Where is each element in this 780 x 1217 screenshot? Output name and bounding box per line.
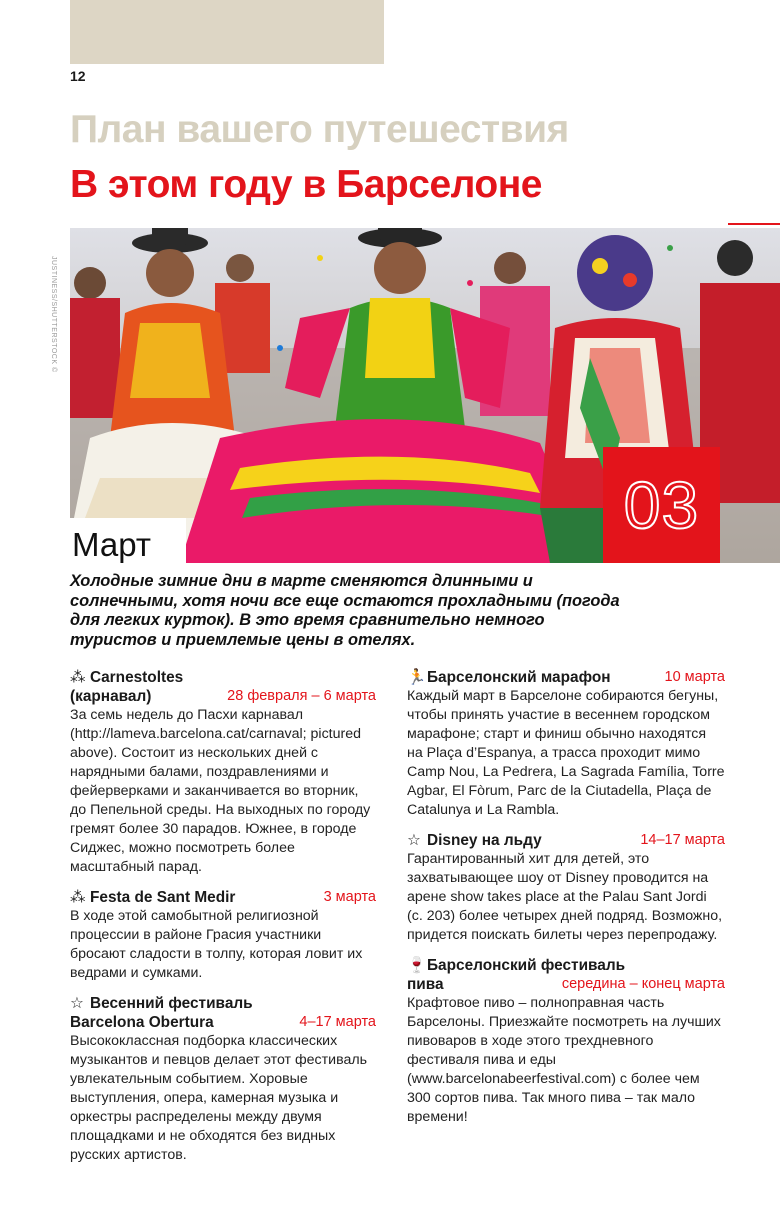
event-date: 10 марта <box>664 669 725 685</box>
event-disney-on-ice <box>407 831 725 945</box>
event-beer-festival <box>407 956 725 1127</box>
event-carnestoltes <box>70 668 376 877</box>
header-tab <box>70 0 384 64</box>
glass-icon: 🍷 <box>407 957 427 974</box>
event-description: Каждый март в Барселоне собираются бегуны, чтобы принять участие в весеннем городском марафоне; старт и финиш обычно находятся на Plaça d’Espanya, а трасса проходит мимо Camp Nou, La Pedrera, La Sagrada Família, Torre Agbar, El Fòrum, Parc de la Ciutadella, Plaça de Catalunya и La Rambla. <box>407 688 725 818</box>
event-title: ⁂ Carnestoltes <box>70 669 184 686</box>
event-title: ⁂ Festa de Sant Medir 3 марта <box>70 889 376 906</box>
event-title-line2: (карнавал) <box>70 688 152 705</box>
festival-icon: ⁂ <box>70 669 86 686</box>
event-date: 4–17 марта <box>299 1014 376 1030</box>
event-title: 🏃Барселонский марафон 10 марта <box>407 669 725 686</box>
event-sant-medir <box>70 888 376 983</box>
event-description: За семь недель до Пасхи карнавал (http://lameva.barcelona.cat/carnaval; pictured above). Состоит из нескольких дней с нарядными балами, поздравлениями и фейерверками и заканчивается во вторник, до Пепельной среды. На выходных по городу гремят более 30 парадов. Южнее, в городе Сиджес, можно посмотреть более масштабный парад. <box>70 707 371 875</box>
month-name-label: Март <box>60 518 186 566</box>
event-date: середина – конец марта <box>561 976 725 992</box>
event-description: В ходе этой самобытной религиозной процессии в районе Грасия участники бросают сладости в толпу, которая ловит их ведрами и сумками. <box>70 908 363 981</box>
event-date: 14–17 марта <box>640 832 725 848</box>
intro-paragraph: Холодные зимние дни в марте сменяются длинными и солнечными, хотя ночи все еще остаются прохладными (погода для легких курток). В это время сравнительно немного туристов и приемлемые цены в отелях. <box>70 572 620 649</box>
event-description: Высококлассная подборка классических музыкантов и певцов делает этот фестиваль увлекательным событием. Хоровые выступления, опера, камерная музыка и оркестры распределены между двумя площадками и не обходятся без видных русских артистов. <box>70 1033 368 1163</box>
title-rule <box>728 223 780 225</box>
page-number: 12 <box>70 68 86 84</box>
left-events-column <box>70 668 376 1176</box>
event-description: Крафтовое пиво – полноправная часть Барселоны. Приезжайте посмотреть на лучших пивоваров в ходе этого трехдневного фестиваля пива и еды (www.barcelonabeerfestival.com) с более чем 300 сортов пива. Так много пива – так мало времени! <box>407 995 721 1125</box>
event-marathon <box>407 668 725 820</box>
star-icon: ☆ <box>70 995 84 1012</box>
right-events-column <box>407 668 725 1138</box>
month-number-badge: 03 <box>603 447 720 563</box>
event-description: Гарантированный хит для детей, это захватывающее шоу от Disney проводится на арене show takes place at the Palau Sant Jordi (с. 203) более четырех дней подряд. Возможно, придется поискать билеты через перепродажу. <box>407 851 723 943</box>
festival-icon: ⁂ <box>70 889 86 906</box>
runner-icon: 🏃 <box>407 669 427 686</box>
event-title: ☆ Disney на льду 14–17 марта <box>407 832 725 849</box>
event-title-line2: Barcelona Obertura <box>70 1014 214 1031</box>
event-title-line2: пива <box>407 976 444 993</box>
event-title: ☆ Весенний фестиваль <box>70 995 253 1012</box>
page-title: В этом году в Барселоне <box>70 163 542 206</box>
star-icon: ☆ <box>407 832 421 849</box>
event-title: 🍷Барселонский фестиваль <box>407 957 626 974</box>
event-date: 3 марта <box>323 889 376 905</box>
event-date: 28 февраля – 6 марта <box>227 688 376 704</box>
section-title: План вашего путешествия <box>70 108 569 151</box>
event-obertura <box>70 994 376 1165</box>
photo-credit: JUSTINESS/SHUTTERSTOCK © <box>50 256 57 373</box>
